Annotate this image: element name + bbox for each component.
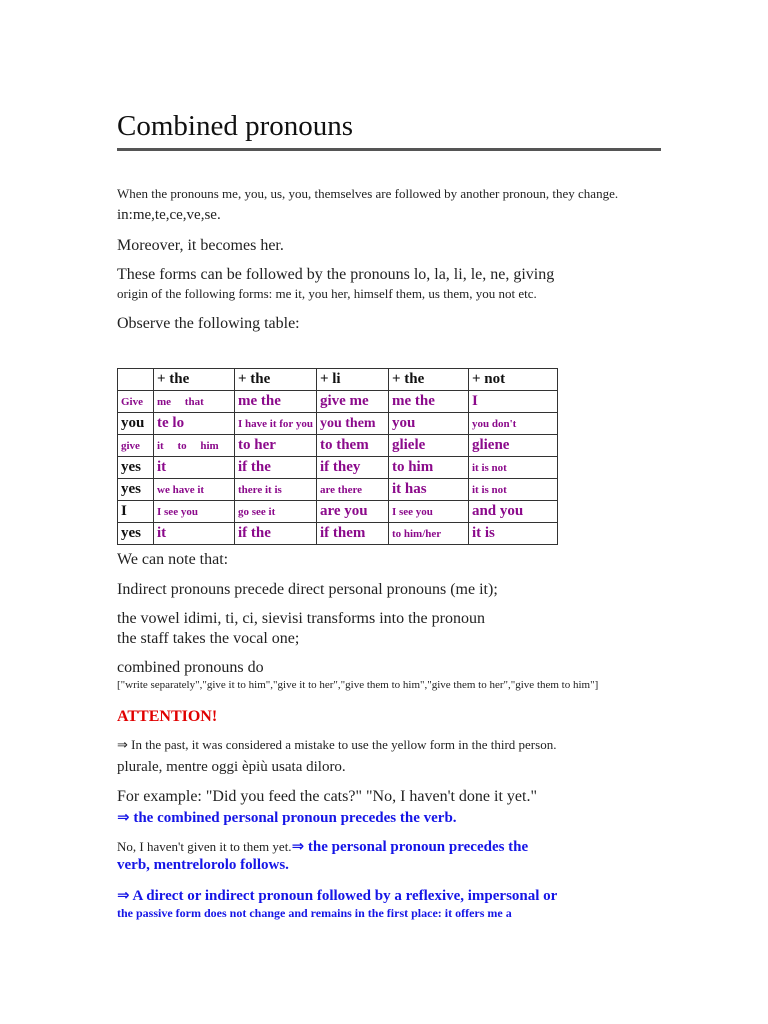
table-cell: to him/her (388, 523, 468, 545)
table-cell: give me (316, 391, 388, 413)
table-cell: it is (468, 523, 557, 545)
note-3b: ["write separately","give it to him","give it to her","give them to him","give them to her","give them to him"] (117, 679, 599, 691)
table-header-cell (118, 369, 154, 391)
example-text: No, I haven't given it to them yet. (117, 839, 292, 854)
table-row (118, 523, 558, 545)
table-header-cell: + the (154, 369, 235, 391)
table-header-cell: + li (316, 369, 388, 391)
table-cell: it is not (468, 479, 557, 501)
table-cell: I (468, 391, 557, 413)
attention-p3c: verb, mentrelorolo follows. (117, 857, 289, 873)
intro-line-4: These forms can be followed by the pronouns lo, la, li, le, ne, giving (117, 266, 555, 283)
table-cell: to her (235, 435, 317, 457)
attention-text: In the past, it was considered a mistake to use the yellow form in the third person. (127, 737, 557, 752)
arrow-icon: ⇒ (117, 808, 130, 826)
intro-line-6: Observe the following table: (117, 315, 300, 332)
page-title: Combined pronouns (117, 110, 354, 142)
table-cell: I have it for you (235, 413, 317, 435)
table-cell: me that (154, 391, 235, 413)
table-cell: gliele (388, 435, 468, 457)
table-row (118, 501, 558, 523)
arrow-icon: ⇒ (117, 738, 128, 753)
attention-p2a: For example: "Did you feed the cats?" "No, I haven't done it yet." (117, 788, 537, 805)
note-1: Indirect pronouns precede direct personal pronouns (me it); (117, 581, 498, 598)
table-header-cell: + not (468, 369, 557, 391)
intro-line-1: When the pronouns me, you, us, you, themselves are followed by another pronoun, they change. (117, 186, 619, 201)
table-cell: yes (118, 457, 154, 479)
attention-p2b (117, 808, 457, 827)
intro-line-5: origin of the following forms: me it, you her, himself them, us them, you not etc. (117, 286, 537, 301)
pronoun-table (117, 368, 558, 545)
table-cell: give (118, 435, 154, 457)
attention-p3a (117, 837, 528, 856)
table-row (118, 479, 558, 501)
table-cell: you (118, 413, 154, 435)
table-row (118, 435, 558, 457)
table-header-cell: + the (235, 369, 317, 391)
note-intro: We can note that: (117, 551, 229, 568)
table-cell: gliene (468, 435, 557, 457)
table-cell: if they (316, 457, 388, 479)
table-cell: yes (118, 479, 154, 501)
table-cell: I (118, 501, 154, 523)
attention-p4b: the passive form does not change and remains in the first place: it offers me a (117, 906, 512, 920)
attention-p1b: plurale, mentre oggi èpiù usata diloro. (117, 759, 346, 775)
table-row (118, 457, 558, 479)
table-cell: it (154, 457, 235, 479)
table-cell: go see it (235, 501, 317, 523)
table-cell: if the (235, 457, 317, 479)
table-row (118, 391, 558, 413)
note-2a: the vowel idimi, ti, ci, sievisi transforms into the pronoun (117, 610, 485, 627)
table-cell: Give (118, 391, 154, 413)
table-cell: it (154, 523, 235, 545)
table-cell: it has (388, 479, 468, 501)
intro-line-3: Moreover, it becomes her. (117, 237, 284, 254)
table-cell: I see you (154, 501, 235, 523)
table-cell: yes (118, 523, 154, 545)
table-cell: it is not (468, 457, 557, 479)
table-cell: you (388, 413, 468, 435)
table-cell: me the (235, 391, 317, 413)
table-cell: you don't (468, 413, 557, 435)
table-cell: to him (388, 457, 468, 479)
table-cell: it to him (154, 435, 235, 457)
attention-heading: ATTENTION! (117, 708, 218, 725)
arrow-icon: ⇒ (291, 837, 305, 855)
table-cell: me the (388, 391, 468, 413)
table-cell: to them (316, 435, 388, 457)
table-header-cell: + the (388, 369, 468, 391)
intro-line-2: in:me,te,ce,ve,se. (117, 207, 221, 223)
table-cell: if them (316, 523, 388, 545)
table-cell: if the (235, 523, 317, 545)
attention-p4a (117, 886, 557, 905)
note-3a: combined pronouns do (117, 659, 264, 676)
table-cell: and you (468, 501, 557, 523)
note-2b: the staff takes the vocal one; (117, 630, 300, 647)
table-cell: you them (316, 413, 388, 435)
attention-rule-text: the combined personal pronoun precedes the verb. (129, 810, 457, 826)
table-cell: are you (316, 501, 388, 523)
table-cell: there it is (235, 479, 317, 501)
title-underline (117, 148, 661, 151)
attention-rule-text: the personal pronoun precedes the (304, 839, 529, 855)
attention-p1a (117, 737, 556, 753)
table-cell: I see you (388, 501, 468, 523)
arrow-icon: ⇒ (117, 886, 130, 904)
table-cell: te lo (154, 413, 235, 435)
table-cell: we have it (154, 479, 235, 501)
table-row (118, 413, 558, 435)
attention-rule-text: A direct or indirect pronoun followed by a reflexive, impersonal or (129, 888, 558, 904)
table-header-row (118, 369, 558, 391)
table-cell: are there (316, 479, 388, 501)
